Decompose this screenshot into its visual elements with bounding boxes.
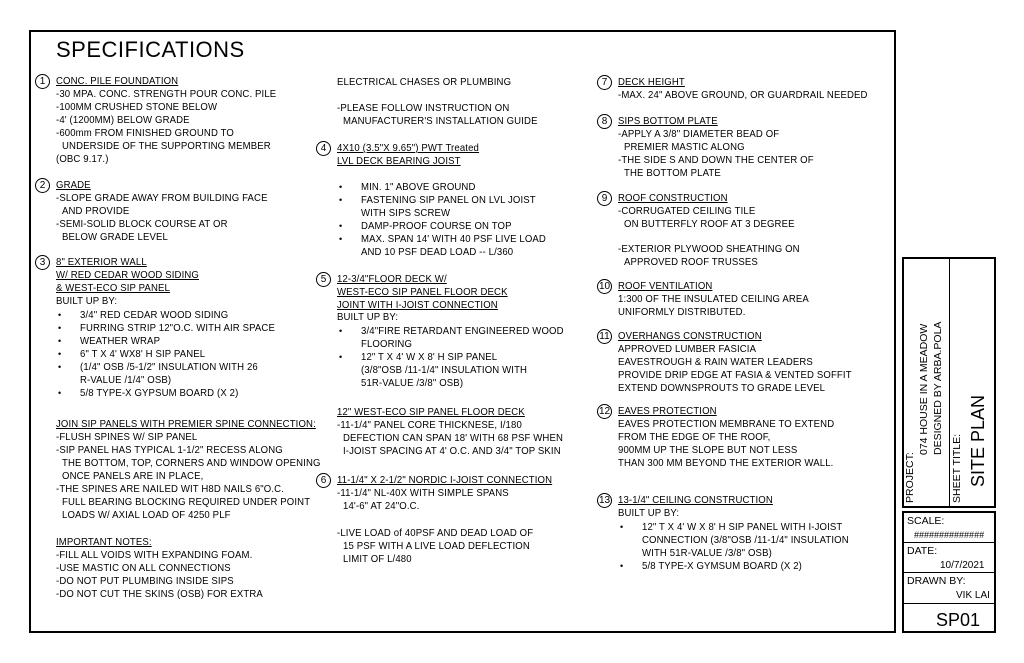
spec-line: FULL BEARING BLOCKING REQUIRED UNDER POINT	[62, 497, 311, 508]
section-heading: ROOF VENTILATION	[618, 281, 713, 292]
section-heading: 12-3/4"FLOOR DECK W/	[337, 274, 447, 285]
bullet-icon: •	[339, 326, 343, 336]
spec-line: -SEMI-SOLID BLOCK COURSE AT OR	[56, 219, 228, 230]
spec-line: BELOW GRADE LEVEL	[62, 232, 168, 243]
spec-line: -11-1/4" PANEL CORE THICKNESE, I/180	[337, 420, 522, 431]
spec-line: LOADS W/ AXIAL LOAD OF 4250 PLF	[62, 510, 231, 521]
spec-line: PROVIDE DRIP EDGE AT FASIA & VENTED SOFFIT	[618, 370, 852, 381]
spec-line: -SIP PANEL HAS TYPICAL 1-1/2" RECESS ALONG	[56, 445, 283, 456]
spec-line: THE BOTTOM PLATE	[624, 168, 721, 179]
spec-line: 14'-6" AT 24"O.C.	[343, 501, 420, 512]
spec-line: BUILT UP BY:	[337, 312, 399, 323]
spec-line: -4' (1200MM) BELOW GRADE	[56, 115, 190, 126]
spec-line: -PLEASE FOLLOW INSTRUCTION ON	[337, 103, 510, 114]
bullet-icon: •	[339, 221, 343, 231]
bullet-icon: •	[58, 336, 62, 346]
bullet-line: (3/8"OSB /11-1/4" INSULATION WITH	[361, 365, 528, 376]
spec-line: -LIVE LOAD of 40PSF AND DEAD LOAD OF	[337, 528, 534, 539]
spec-line: APPROVED LUMBER FASICIA	[618, 344, 757, 355]
section-heading: JOIN SIP PANELS WITH PREMIER SPINE CONNECTION:	[56, 419, 316, 430]
section-heading: 12" WEST-ECO SIP PANEL FLOOR DECK	[337, 407, 525, 418]
spec-line: -CORRUGATED CEILING TILE	[618, 206, 756, 217]
bullet-line: AND 10 PSF DEAD LOAD -- L/360	[361, 247, 514, 258]
section-heading: GRADE	[56, 180, 91, 191]
page-title: SPECIFICATIONS	[56, 37, 245, 62]
scale-value: ##############	[914, 530, 985, 540]
bullet-line: 51R-VALUE /3/8" OSB)	[361, 378, 464, 389]
section-heading: JOINT WITH I-JOIST CONNECTION	[337, 300, 498, 311]
bullet-line: WITH 51R-VALUE /3/8" OSB)	[642, 548, 772, 559]
spec-line: -100MM CRUSHED STONE BELOW	[56, 102, 218, 113]
section-heading: OVERHANGS CONSTRUCTION	[618, 331, 762, 342]
section-number-badge: 13	[598, 495, 611, 506]
spec-line: UNDERSIDE OF THE SUPPORTING MEMBER	[62, 141, 271, 152]
bullet-icon: •	[58, 310, 62, 320]
spec-line: -DO NOT CUT THE SKINS (OSB) FOR EXTRA	[56, 589, 263, 600]
spec-line: THE BOTTOM, TOP, CORNERS AND WINDOW OPENING	[62, 458, 321, 469]
bullet-line: 3/4" RED CEDAR WOOD SIDING	[80, 310, 229, 321]
bullet-line: 12" T X 4' W X 8' H SIP PANEL WITH I-JOIST	[642, 522, 843, 533]
section-number-badge: 1	[35, 74, 50, 89]
bullet-line: 12" T X 4' W X 8' H SIP PANEL	[361, 352, 498, 363]
bullet-line: 6" T X 4' WX8' H SIP PANEL	[80, 349, 206, 360]
spec-line: 900MM UP THE SLOPE BUT NOT LESS	[618, 445, 798, 456]
bullet-icon: •	[620, 561, 624, 571]
bullet-icon: •	[620, 522, 624, 532]
spec-line: -FILL ALL VOIDS WITH EXPANDING FOAM.	[56, 550, 253, 561]
sheet-title-label: SHEET TITLE:	[951, 433, 963, 503]
section-number-badge: 4	[316, 141, 331, 156]
spec-line: -MAX. 24" ABOVE GROUND, OR GUARDRAIL NEEDED	[618, 90, 868, 101]
section-heading: WEST-ECO SIP PANEL FLOOR DECK	[337, 287, 508, 298]
spec-line: AND PROVIDE	[62, 206, 130, 217]
section-number-badge: 10	[598, 281, 611, 292]
section-heading: LVL DECK BEARING JOIST	[337, 156, 461, 167]
scale-divider	[903, 542, 995, 543]
section-heading: IMPORTANT NOTES:	[56, 537, 152, 548]
spec-line: -DO NOT PUT PLUMBING INSIDE SIPS	[56, 576, 234, 587]
bullet-line: FURRING STRIP 12"O.C. WITH AIR SPACE	[80, 323, 275, 334]
spec-line: EAVESTROUGH & RAIN WATER LEADERS	[618, 357, 813, 368]
spec-line: I-JOIST SPACING AT 4' O.C. AND 3/4" TOP SKIN	[343, 446, 561, 457]
section-heading: CONC. PILE FOUNDATION	[56, 76, 179, 87]
section-number-badge: 2	[35, 178, 50, 193]
section-number-badge: 3	[35, 255, 50, 270]
spec-line: BUILT UP BY:	[618, 508, 680, 519]
sheet-number: SP01	[936, 610, 981, 630]
title-block-divider	[949, 257, 950, 507]
date-label: DATE:	[907, 545, 938, 557]
spec-line: -SLOPE GRADE AWAY FROM BUILDING FACE	[56, 193, 268, 204]
bullet-line: 5/8 TYPE-X GYMSUM BOARD (X 2)	[642, 561, 803, 572]
spec-line: 1:300 OF THE INSULATED CEILING AREA	[618, 294, 809, 305]
spec-line: PREMIER MASTIC ALONG	[624, 142, 745, 153]
section-number-badge: 9	[597, 191, 612, 206]
bullet-line: 3/4"FIRE RETARDANT ENGINEERED WOOD	[361, 326, 564, 337]
spec-line: -APPLY A 3/8" DIAMETER BEAD OF	[618, 129, 780, 140]
spec-line: EAVES PROTECTION MEMBRANE TO EXTEND	[618, 419, 835, 430]
section-heading: 11-1/4" X 2-1/2" NORDIC I-JOIST CONNECTION	[337, 475, 553, 486]
bullet-line: FLOORING	[361, 339, 413, 350]
bullet-line: FASTENING SIP PANEL ON LVL JOIST	[361, 195, 536, 206]
bullet-icon: •	[58, 323, 62, 333]
section-heading: 8" EXTERIOR WALL	[56, 257, 147, 268]
bullet-icon: •	[339, 182, 343, 192]
spec-line: -600mm FROM FINISHED GROUND TO	[56, 128, 235, 139]
drawn-value: VIK LAI	[956, 590, 990, 601]
spec-line: FROM THE EDGE OF THE ROOF,	[618, 432, 771, 443]
spec-line: UNIFORMLY DISTRIBUTED.	[618, 307, 746, 318]
bullet-icon: •	[58, 362, 62, 372]
bullet-line: R-VALUE /1/4" OSB)	[80, 375, 172, 386]
section-heading: DECK HEIGHT	[618, 77, 685, 88]
bullet-line: MIN. 1" ABOVE GROUND	[361, 182, 476, 193]
section-heading: & WEST-ECO SIP PANEL	[56, 283, 170, 294]
spec-line: THAN 300 MM BEYOND THE EXTERIOR WALL.	[618, 458, 834, 469]
date-divider	[903, 572, 995, 573]
spec-line: DEFECTION CAN SPAN 18' WITH 68 PSF WHEN	[343, 433, 564, 444]
bullet-line: 5/8 TYPE-X GYPSUM BOARD (X 2)	[80, 388, 239, 399]
bullet-icon: •	[339, 195, 343, 205]
bullet-line: WEATHER WRAP	[80, 336, 161, 347]
scale-label: SCALE:	[907, 515, 945, 527]
spec-line: EXTEND DOWNSPROUTS TO GRADE LEVEL	[618, 383, 826, 394]
project-label: PROJECT:	[904, 452, 916, 503]
section-heading: 4X10 (3.5"X 9.65") PWT Treated	[337, 143, 479, 154]
spec-line: APPROVED ROOF TRUSSES	[624, 257, 758, 268]
bullet-line: DAMP-PROOF COURSE ON TOP	[361, 221, 512, 232]
spec-line: BUILT UP BY:	[56, 296, 118, 307]
spec-line: (OBC 9.17.)	[56, 154, 109, 165]
bullet-icon: •	[58, 388, 62, 398]
spec-line: 15 PSF WITH A LIVE LOAD DEFLECTION	[343, 541, 530, 552]
spec-line: -11-1/4" NL-40X WITH SIMPLE SPANS	[337, 488, 509, 499]
spec-line: -USE MASTIC ON ALL CONNECTIONS	[56, 563, 231, 574]
designer: DESIGNED BY ARBA.POLA	[932, 321, 944, 455]
section-heading: W/ RED CEDAR WOOD SIDING	[56, 270, 199, 281]
bullet-line: WITH SIPS SCREW	[361, 208, 451, 219]
spec-line: -THE SIDE S AND DOWN THE CENTER OF	[618, 155, 814, 166]
section-heading: EAVES PROTECTION	[618, 406, 717, 417]
spec-line: LIMIT OF L/480	[343, 554, 412, 565]
section-number-badge: 8	[597, 114, 612, 129]
spec-line: -THE SPINES ARE NAILED WIT H8D NAILS 6"O.C.	[56, 484, 285, 495]
section-heading: 13-1/4" CEILING CONSTRUCTION	[618, 495, 773, 506]
drawn-label: DRAWN BY:	[907, 575, 966, 587]
bullet-icon: •	[339, 352, 343, 362]
bullet-line: MAX. SPAN 14' WITH 40 PSF LIVE LOAD	[361, 234, 546, 245]
bullet-icon: •	[58, 349, 62, 359]
section-number-badge: 11	[597, 329, 612, 344]
spec-line: MANUFACTURER'S INSTALLATION GUIDE	[343, 116, 538, 127]
spec-line: -30 MPA. CONC. STRENGTH POUR CONC. PILE	[56, 89, 277, 100]
spec-line: ONCE PANELS ARE IN PLACE,	[62, 471, 204, 482]
bullet-line: CONNECTION (3/8"OSB /11-1/4" INSULATION	[642, 535, 849, 546]
section-heading: SIPS BOTTOM PLATE	[618, 116, 718, 127]
bullet-line: (1/4" OSB /5-1/2" INSULATION WITH 26	[80, 362, 258, 373]
project-name: 074 HOUSE IN A MEADOW	[918, 323, 930, 455]
date-value: 10/7/2021	[940, 560, 985, 571]
bullet-icon: •	[339, 234, 343, 244]
spec-line: ON BUTTERFLY ROOF AT 3 DEGREE	[624, 219, 795, 230]
section-number-badge: 12	[598, 406, 611, 417]
spec-line: ELECTRICAL CHASES OR PLUMBING	[337, 77, 512, 88]
sheet-title: SITE PLAN	[968, 394, 988, 487]
drawn-divider	[903, 603, 995, 604]
section-number-badge: 7	[597, 75, 612, 90]
spec-line: -FLUSH SPINES W/ SIP PANEL	[56, 432, 198, 443]
section-number-badge: 5	[316, 272, 331, 287]
section-heading: ROOF CONSTRUCTION	[618, 193, 728, 204]
section-number-badge: 6	[316, 473, 331, 488]
spec-line: -EXTERIOR PLYWOOD SHEATHING ON	[618, 244, 800, 255]
